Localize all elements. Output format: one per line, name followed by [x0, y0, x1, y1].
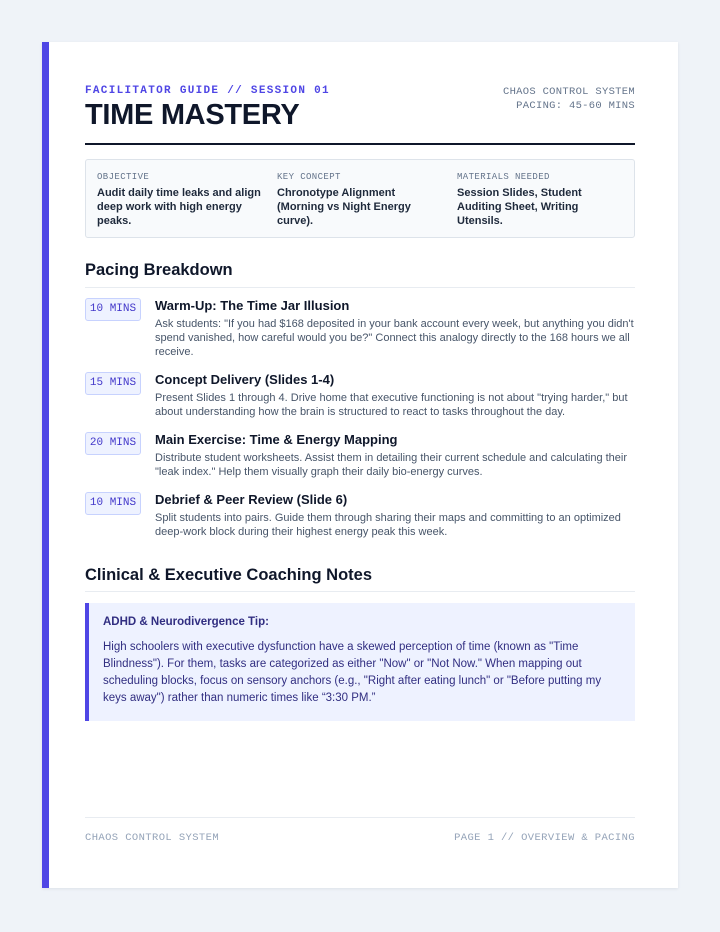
materials-label: MATERIALS NEEDED: [457, 172, 550, 182]
footer-rule: [85, 817, 635, 818]
key-concept-value: Chronotype Alignment (Morning vs Night Energy curve).: [277, 187, 411, 227]
pacing-section-title: Pacing Breakdown: [85, 261, 233, 279]
header-rule: [85, 143, 635, 145]
materials-value: Session Slides, Student Auditing Sheet, Writing Utensils.: [457, 187, 582, 227]
system-name: CHAOS CONTROL SYSTEM: [502, 86, 635, 98]
summary-box: [85, 159, 635, 238]
session-eyebrow: FACILITATOR GUIDE // SESSION 01: [85, 85, 330, 97]
duration-badge: 20 MINS: [85, 432, 141, 455]
pacing-section-rule: [85, 287, 635, 288]
pacing-label: PACING: 45-60 MINS: [516, 100, 635, 112]
pacing-item-title: Warm-Up: The Time Jar Illusion: [155, 298, 350, 313]
footer-system-name: CHAOS CONTROL SYSTEM: [85, 832, 220, 844]
header-meta: [503, 85, 635, 113]
page-content: [85, 42, 635, 888]
notes-section-title: Clinical & Executive Coaching Notes: [85, 566, 372, 584]
duration-badge: 15 MINS: [85, 372, 141, 395]
footer-page-label: PAGE 1 // OVERVIEW & PACING: [454, 832, 635, 844]
objective-column: [97, 172, 262, 228]
key-concept-column: [277, 172, 442, 228]
tip-body: High schoolers with executive dysfunction have a skewed perception of time (known as "Time Blindness"). For them, tasks are categorized as either "Now" or "Not Now." When mapping out scheduling blocks, focus on sensory anchors (e.g., "Right after eating lunch" or "Before putting my keys away") rather than numeric times like “3:30 PM.”: [103, 641, 602, 704]
pacing-item-description: Present Slides 1 through 4. Drive home that executive functioning is not about "trying harder," but about understanding how the brain is structured to react to tasks throughout the day.: [155, 392, 628, 418]
key-concept-label: KEY CONCEPT: [277, 172, 341, 182]
notes-section-rule: [85, 591, 635, 592]
page-header: [85, 84, 635, 144]
document-page: [42, 42, 678, 888]
objective-label: OBJECTIVE: [97, 172, 150, 182]
pacing-item-description: Split students into pairs. Guide them through sharing their maps and committing to an optimized deep-work block during their highest energy peak this week.: [155, 512, 621, 538]
materials-column: [457, 172, 622, 228]
pacing-item-title: Debrief & Peer Review (Slide 6): [155, 492, 348, 507]
duration-badge: 10 MINS: [85, 492, 141, 515]
duration-badge: 10 MINS: [85, 298, 141, 321]
objective-value: Audit daily time leaks and align deep work with high energy peaks.: [97, 187, 261, 227]
pacing-item-description: Ask students: "If you had $168 deposited in your bank account every week, but anything you didn't spend vanished, how careful would you be?" Connect this analogy directly to the 168 hours we all receive.: [155, 318, 634, 358]
page-title: TIME MASTERY: [85, 99, 300, 131]
pacing-item-description: Distribute student worksheets. Assist them in detailing their current schedule and calculating their "leak index." Help them visually graph their daily bio-energy curves.: [155, 452, 628, 478]
tip-title: ADHD & Neurodivergence Tip:: [103, 616, 269, 628]
coaching-tip-callout: [85, 603, 635, 721]
pacing-item-title: Concept Delivery (Slides 1-4): [155, 372, 335, 387]
pacing-item-title: Main Exercise: Time & Energy Mapping: [155, 432, 398, 447]
accent-bar: [42, 42, 49, 888]
